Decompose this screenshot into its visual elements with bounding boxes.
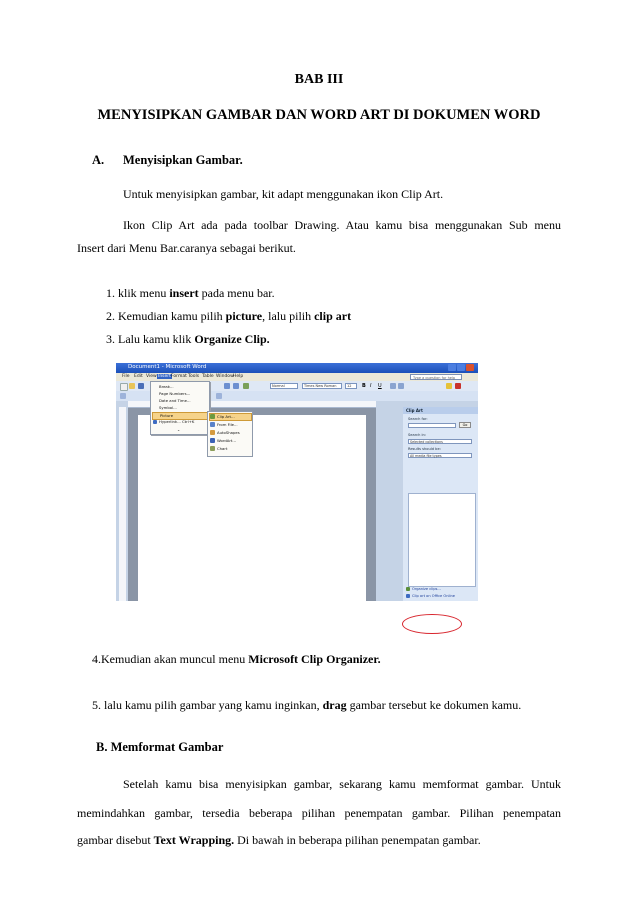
- organize-clips-link[interactable]: Organize clips...: [412, 587, 441, 591]
- picture-submenu: [207, 411, 253, 457]
- section-b-line2: memindahkan gambar, tersedia beberapa pilihan penempatan gambar. Pilihan penempatan: [77, 806, 561, 820]
- window-title-bar: [116, 363, 478, 373]
- style-combo[interactable]: Normal: [270, 383, 298, 389]
- chart-item[interactable]: Chart: [217, 446, 228, 451]
- results-select[interactable]: All media file types: [408, 453, 472, 458]
- go-button[interactable]: Go: [459, 422, 471, 428]
- step-5: 5. lalu kamu pilih gambar yang kamu inginkan, drag gambar tersebut ke dokumen kamu.: [92, 698, 522, 712]
- underline-icon[interactable]: U: [378, 383, 382, 389]
- insert-break-item[interactable]: Break...: [159, 384, 174, 389]
- align-center-icon[interactable]: [398, 383, 404, 389]
- chart-icon: [210, 446, 215, 451]
- from-file-item[interactable]: From File...: [217, 422, 238, 427]
- undo-icon[interactable]: [224, 383, 230, 389]
- from-file-icon: [210, 422, 215, 427]
- section-a-heading: Menyisipkan Gambar.: [123, 153, 243, 167]
- menu-help[interactable]: Help: [233, 374, 244, 379]
- redo-icon[interactable]: [233, 383, 239, 389]
- search-for-label: Search for:: [408, 417, 428, 421]
- organize-clips-icon: [406, 587, 410, 591]
- minimize-icon[interactable]: [448, 364, 456, 371]
- clip-art-pane-title: Clip Art: [403, 407, 478, 414]
- reading-layout-icon[interactable]: [120, 393, 126, 399]
- font-color-icon[interactable]: [455, 383, 461, 389]
- section-b-line3: gambar disebut Text Wrapping. Di bawah in beberapa pilihan penempatan gambar.: [77, 833, 481, 847]
- chapter-label: BAB III: [294, 72, 344, 87]
- wordart-item[interactable]: WordArt...: [217, 438, 237, 443]
- menu-expand-chevron-icon[interactable]: ⌄: [177, 427, 181, 432]
- insert-picture-label: Picture: [160, 413, 174, 418]
- align-left-icon[interactable]: [390, 383, 396, 389]
- step-3: 3. Lalu kamu klik Organize Clip.: [106, 332, 270, 346]
- section-a-letter: A.: [92, 153, 105, 167]
- publish-icon[interactable]: [216, 393, 222, 399]
- menu-view[interactable]: View: [146, 374, 157, 379]
- results-label: Results should be:: [408, 447, 441, 451]
- close-icon[interactable]: [466, 364, 474, 371]
- annotation-ellipse: [402, 614, 462, 634]
- table-icon[interactable]: [243, 383, 249, 389]
- bold-icon[interactable]: B: [362, 383, 366, 389]
- font-combo[interactable]: Times New Roman: [302, 383, 342, 389]
- section-a-para2-line1: Ikon Clip Art ada pada toolbar Drawing. Atau kamu bisa menggunakan Sub menu: [123, 218, 561, 232]
- hyperlink-icon: [153, 420, 157, 424]
- clip-art-label: Clip Art...: [217, 414, 235, 419]
- menu-insert[interactable]: Insert: [158, 374, 171, 379]
- maximize-icon[interactable]: [457, 364, 465, 371]
- menu-edit[interactable]: Edit: [134, 374, 143, 379]
- search-for-input[interactable]: [408, 423, 456, 428]
- autoshapes-icon: [210, 430, 215, 435]
- wordart-icon: [210, 438, 215, 443]
- menu-file[interactable]: File: [122, 374, 130, 379]
- insert-hyperlink-item[interactable]: Hyperlink... Ctrl+K: [159, 419, 195, 424]
- word-screenshot: [116, 363, 478, 601]
- font-size-combo[interactable]: 12: [345, 383, 357, 389]
- search-in-label: Search in:: [408, 433, 426, 437]
- menu-format[interactable]: Format: [171, 374, 187, 379]
- step-4: 4.Kemudian akan muncul menu Microsoft Clip Organizer.: [92, 652, 381, 666]
- search-in-select[interactable]: Selected collections: [408, 439, 472, 444]
- vertical-ruler: [119, 407, 126, 601]
- insert-page-numbers-item[interactable]: Page Numbers...: [159, 391, 191, 396]
- window-title: Document1 - Microsoft Word: [128, 364, 207, 370]
- step-2: 2. Kemudian kamu pilih picture, lalu pilih clip art: [106, 309, 352, 323]
- italic-icon[interactable]: I: [370, 383, 372, 389]
- insert-symbol-item[interactable]: Symbol...: [159, 405, 177, 410]
- section-b-line1: Setelah kamu bisa menyisipkan gambar, sekarang kamu memformat gambar. Untuk: [123, 777, 561, 791]
- page-title: MENYISIPKAN GAMBAR DAN WORD ART DI DOKUMEN WORD: [97, 107, 541, 123]
- section-b-heading: B. Memformat Gambar: [96, 740, 224, 754]
- autoshapes-item[interactable]: AutoShapes: [217, 430, 240, 435]
- section-a-para2-line2: Insert dari Menu Bar.caranya sebagai berikut.: [77, 241, 296, 255]
- menu-tools[interactable]: Tools: [188, 374, 200, 379]
- insert-date-time-item[interactable]: Date and Time...: [159, 398, 191, 403]
- help-search-input[interactable]: Type a question for help: [410, 374, 462, 380]
- menu-window[interactable]: Window: [216, 374, 234, 379]
- highlight-icon[interactable]: [446, 383, 452, 389]
- clip-art-pane: [403, 407, 478, 601]
- clip-art-icon: [210, 414, 215, 419]
- clip-art-online-link[interactable]: Clip art on Office Online: [412, 594, 456, 598]
- menu-table[interactable]: Table: [202, 374, 214, 379]
- insert-menu: [150, 381, 210, 435]
- save-icon[interactable]: [138, 383, 144, 389]
- section-a-para1: Untuk menyisipkan gambar, kit adapt menggunakan ikon Clip Art.: [123, 187, 444, 201]
- office-online-icon: [406, 594, 410, 598]
- new-doc-icon[interactable]: [120, 383, 128, 391]
- clip-results-list[interactable]: [408, 493, 476, 587]
- step-1: 1. klik menu insert pada menu bar.: [106, 286, 275, 300]
- open-folder-icon[interactable]: [129, 383, 135, 389]
